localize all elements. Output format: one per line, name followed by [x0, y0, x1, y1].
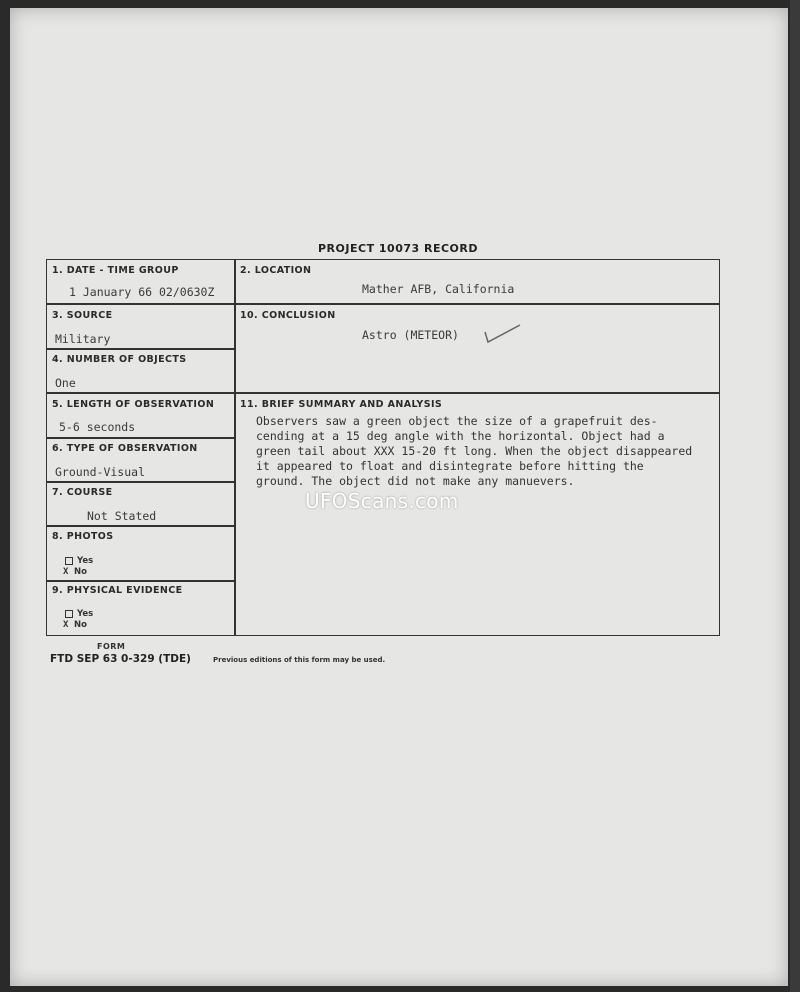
- date-time-label: 1. DATE - TIME GROUP: [52, 265, 179, 276]
- photos-yes-text: Yes: [77, 556, 94, 566]
- number-of-objects-label: 4. NUMBER OF OBJECTS: [52, 354, 187, 365]
- course-value: Not Stated: [87, 509, 157, 523]
- photos-no-text: No: [74, 567, 87, 577]
- checkmark-icon: [482, 322, 524, 346]
- summary-line: it appeared to float and disintegrate before hitting the: [256, 459, 644, 473]
- type-of-observation-value: Ground-Visual: [55, 465, 146, 479]
- summary-line: ground. The object did not make any manuevers.: [256, 474, 575, 488]
- row-divider: [47, 303, 719, 305]
- summary-line: Observers saw a green object the size of a grapefruit des-: [256, 414, 658, 428]
- row-divider: [47, 437, 234, 439]
- summary-text: [256, 414, 756, 489]
- physical-evidence-no-text: No: [74, 620, 87, 630]
- photos-no-mark: X: [63, 567, 69, 577]
- type-of-observation-label: 6. TYPE OF OBSERVATION: [52, 443, 198, 454]
- footer-form-id: FTD SEP 63 0-329 (TDE): [50, 653, 191, 665]
- scan-edge: [790, 0, 800, 992]
- source-value: Military: [55, 332, 111, 346]
- photos-no-option: [63, 567, 87, 578]
- footer-form-word: FORM: [97, 642, 126, 651]
- physical-evidence-no-option: [63, 620, 87, 631]
- length-of-observation-value: 5-6 seconds: [59, 420, 136, 434]
- summary-line: cending at a 15 deg angle with the horizontal. Object had a: [256, 429, 665, 443]
- row-divider: [47, 348, 234, 350]
- form-title: PROJECT 10073 RECORD: [318, 242, 479, 255]
- course-label: 7. COURSE: [52, 487, 113, 498]
- row-divider: [47, 392, 719, 394]
- location-value: Mather AFB, California: [362, 282, 515, 296]
- number-of-objects-value: One: [55, 376, 76, 390]
- summary-line: green tail about XXX 15-20 ft long. When the object disappeared: [256, 444, 693, 458]
- photos-yes-option: [65, 556, 93, 567]
- physical-evidence-yes-option: [65, 609, 93, 620]
- date-time-value: 1 January 66 02/0630Z: [69, 285, 215, 299]
- photos-label: 8. PHOTOS: [52, 531, 114, 542]
- footer-note: Previous editions of this form may be used.: [213, 656, 386, 664]
- row-divider: [47, 525, 234, 527]
- row-divider: [47, 481, 234, 483]
- physical-evidence-label: 9. PHYSICAL EVIDENCE: [52, 585, 183, 596]
- conclusion-label: 10. CONCLUSION: [240, 310, 336, 321]
- column-divider: [234, 260, 236, 635]
- location-label: 2. LOCATION: [240, 265, 312, 276]
- physical-evidence-no-mark: X: [63, 620, 69, 630]
- row-divider: [47, 580, 234, 582]
- physical-evidence-yes-checkbox: [65, 610, 73, 618]
- photos-yes-checkbox: [65, 557, 73, 565]
- conclusion-value: Astro (METEOR): [362, 328, 459, 342]
- watermark: UFOScans.com: [305, 489, 459, 513]
- physical-evidence-yes-text: Yes: [77, 609, 94, 619]
- length-of-observation-label: 5. LENGTH OF OBSERVATION: [52, 399, 215, 410]
- source-label: 3. SOURCE: [52, 310, 113, 321]
- summary-label: 11. BRIEF SUMMARY AND ANALYSIS: [240, 399, 443, 410]
